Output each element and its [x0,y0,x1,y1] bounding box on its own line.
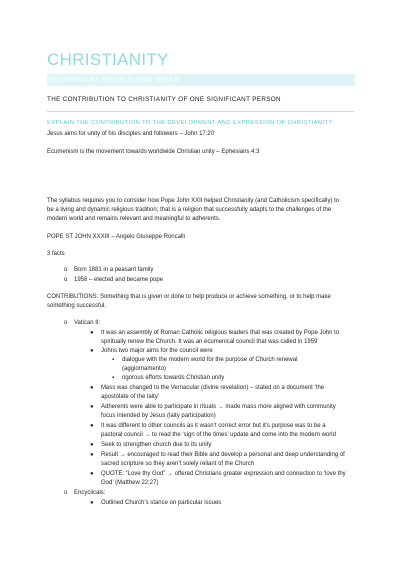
dot-bullet: ● [90,423,94,429]
fact-1: Born 1881 in a peasant family [74,267,154,273]
ecumenism-line: Ecumenism is the movement towards worldwide Christian unity – Ephesians 4:3 [47,149,260,155]
vatican-aim-2: rigorous efforts towards Christian unity [122,375,225,381]
vatican-point-1b: spiritually renew the Church. It was an ecumenical council that was called in 1959 [101,339,318,345]
vatican-aim-1a: dialogue with the modern world for the purpose of Church renewal [122,357,298,363]
vatican-point-4a: Adherents were able to participate in rituals → made mass more aligned with community [101,404,336,410]
vatican-point-8b: God’ (Matthew 22:27) [101,480,159,486]
section-band [47,74,355,86]
vatican-point-5b: pastoral council → to read the ‘sign of the times’ update and come into the modern world [101,432,336,438]
encyclicals-label: Encyclicals: [74,490,106,496]
vatican-point-8a: QUOTE: “Love thy God” → offered Christians greater expression and connection to ‘love thy [101,471,346,477]
dot-bullet: ● [90,471,94,477]
fact-2: 1958 – elected and became pope [74,277,164,283]
heading-divider [47,111,355,112]
encyclicals-point-1: Outlined Church’s stance on particular issues [101,500,222,506]
contributions-line-2: something successful. [47,303,107,309]
vatican-point-7a: Result → encouraged to read their Bible and develop a personal and deep understanding of [101,452,345,458]
syllabus-line-2: be a living and dynamic religious tradition; that is a religion that successfully adapts to the challenges of the [47,207,332,213]
dot-bullet: ● [90,404,94,410]
vatican-point-5a: It was different to other councils as it wasn’t correct error but it’s purpose was to be a [101,423,326,429]
dot-bullet: ● [90,385,94,391]
syllabus-line-1: The syllabus requires you to consider how Pope John XXII helped Christianity (and Catholicism specifically) to [47,198,340,204]
aims-line: Jesus aims for unity of his disciples and followers – John 17:20 [47,131,215,137]
pope-heading: POPE ST JOHN XXXIII – Angelo Giuseppe Roncalli [47,234,185,240]
vatican-point-6: Seek to strengthen church due to its unity [101,442,212,448]
dot-bullet: ● [90,442,94,448]
document-title: CHRISTIANITY [47,50,169,69]
dot-bullet: ● [90,348,94,354]
section-band-label: SIGNIFICANT PEOPLE AND IDEAS [49,75,179,84]
dot-bullet: ● [90,452,94,458]
square-bullet: ▪ [112,375,115,381]
dot-bullet: ● [90,330,94,336]
vatican-point-3b: apostolate of the laity’ [101,394,160,400]
circle-bullet: o [64,320,68,326]
circle-bullet: o [64,277,68,283]
circle-bullet: o [64,267,68,273]
facts-label: 3 facts [47,251,65,257]
vatican-aim-1b: (aggiornamento) [122,366,167,372]
contributions-line-1: CONTRIBUTIONS: Something that is given or done to help produce or achieve something, or to help make [47,294,331,300]
circle-bullet: o [64,490,68,496]
vatican-point-4b: focus intended by Jesus (laity participation) [101,413,216,419]
square-bullet: ▪ [112,357,115,363]
section-heading: THE CONTRIBUTION TO CHRISTIANITY OF ONE SIGNIFICANT PERSON [47,96,281,103]
dot-bullet: ● [90,500,94,506]
vatican-point-3a: Mass was changed to the Vernacular (divine revelation) – stated on a document ‘the [101,385,325,391]
section-subheading: EXPLAIN THE CONTRIBUTION TO THE DEVELOPMENT AND EXPRESSION OF CHRISTIANITY [47,120,333,126]
vatican-point-7b: sacred scripture so they aren’t solely reliant of the Church [101,461,255,467]
vatican-point-1a: It was an assembly of Roman Catholic religious leaders that was created by Pope John to [101,330,340,336]
vatican-point-2: Johns two major aims for the council were [101,348,213,354]
vatican-label: Vatican II: [74,320,101,326]
syllabus-line-3: modern world and remains relevant and meaningful to adherents. [47,216,221,222]
